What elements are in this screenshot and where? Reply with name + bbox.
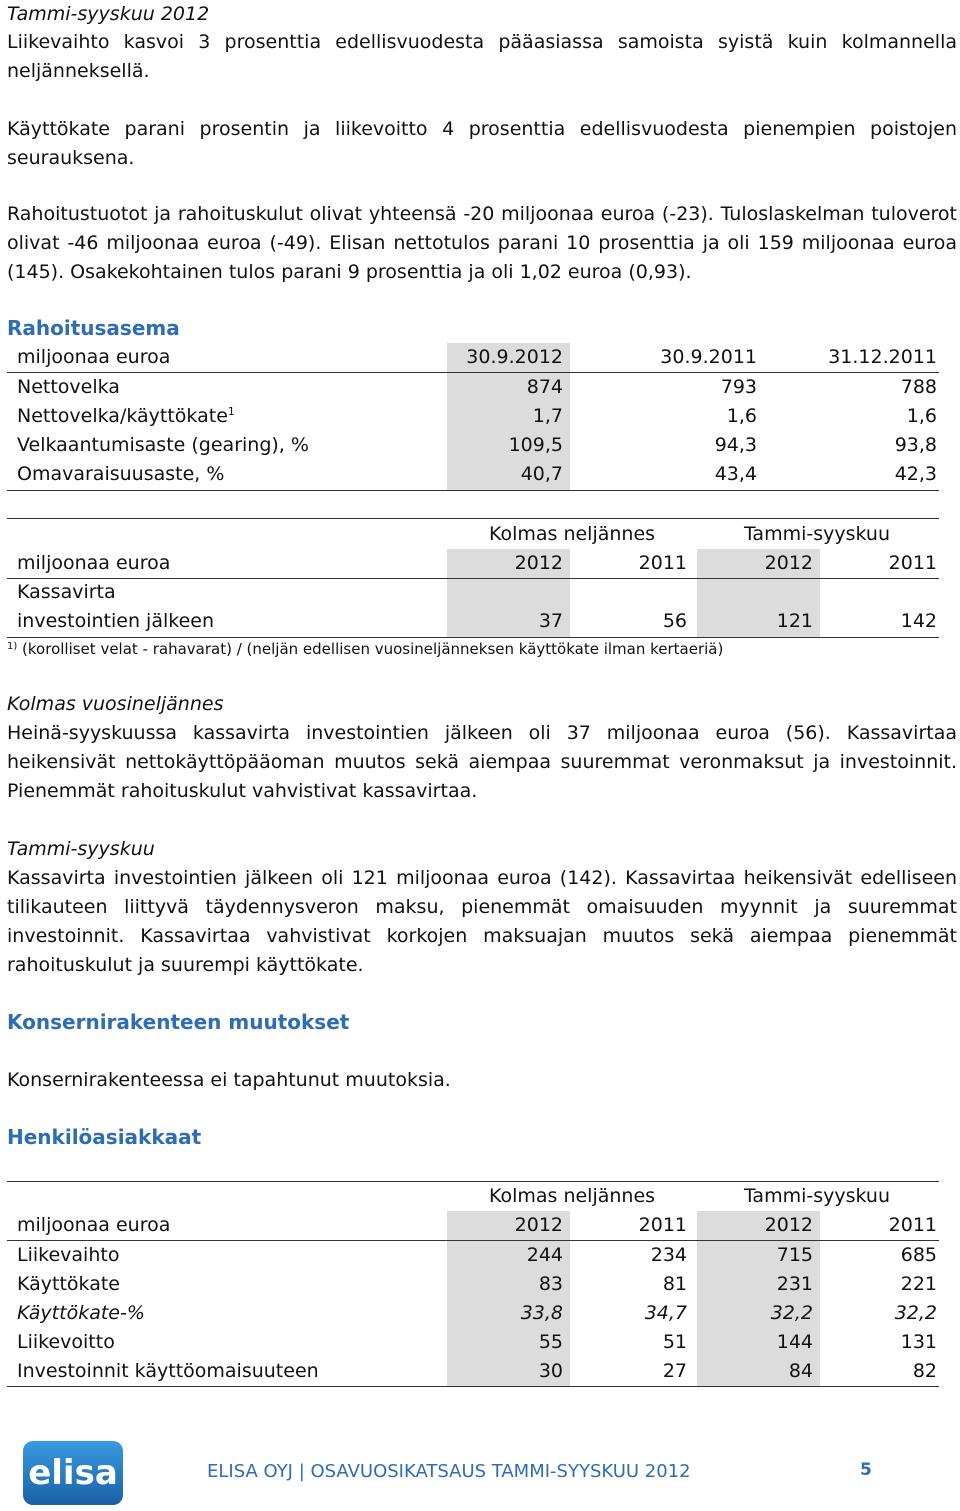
cell-value: 142 [900, 610, 937, 632]
table-header-row [7, 549, 939, 578]
group-header-row [7, 520, 939, 549]
cell-value: 144 [776, 1331, 813, 1353]
henkiloasiakkaat-table [7, 1181, 939, 1387]
row-label: Kassavirta [17, 581, 116, 603]
header-col-3: 2012 [764, 1214, 813, 1236]
cell-value: 43,4 [714, 463, 757, 485]
row-label: Käyttökate-% [17, 1302, 145, 1324]
cell-value: 33,8 [520, 1302, 563, 1324]
row-label: Liikevaihto [17, 1244, 120, 1266]
footer-title: ELISA OYJ | OSAVUOSIKATSAUS TAMMI-SYYSKUU 2012 [207, 1461, 691, 1482]
cell-value: 27 [662, 1360, 687, 1382]
footnote-mark: 1) [7, 641, 18, 652]
cell-value: 37 [538, 610, 563, 632]
divider [7, 518, 939, 519]
table-header-row [7, 343, 939, 372]
group-header-ytd: Tammi-syyskuu [743, 1185, 891, 1207]
cell-value: 83 [538, 1273, 563, 1295]
paragraph-konserni: Konsernirakenteessa ei tapahtunut muutoksia. [7, 1069, 451, 1091]
table-row [7, 1328, 939, 1357]
footnote-ref: 1 [227, 405, 235, 418]
paragraph-tammi: Kassavirta investointien jälkeen oli 121 miljoonaa euroa (142). Kassavirtaa heikensivät edelliseen tilikauteen liittyvä täydennysveron maksu, pienemmät omaisuuden myynnit ja suuremmat investoinnit. Kassavirtaa vahvistivat korkojen maksuajan muutos sekä aiempaa pienemmät rahoituskulut ja suurempi käyttökate. [7, 867, 957, 976]
cell-value: 685 [900, 1244, 937, 1266]
header-col-4: 2011 [888, 552, 937, 574]
paragraph-kayttokate: Käyttökate parani prosentin ja liikevoitto 4 prosenttia edellisvuodesta pienempien poistojen seurauksena. [7, 118, 957, 169]
table-row [7, 1241, 939, 1270]
header-col-1: 2012 [514, 552, 563, 574]
cell-value: 51 [662, 1331, 687, 1353]
cell-value: 32,2 [770, 1302, 813, 1324]
table-row [7, 373, 939, 402]
table-row [7, 578, 939, 607]
header-unit: miljoonaa euroa [17, 1214, 171, 1236]
paragraph-kolmas: Heinä-syyskuussa kassavirta investointien jälkeen oli 37 miljoonaa euroa (56). Kassavirtaa heikensivät nettokäyttöpääoman muutos sekä aiempaa suuremmat veronmaksut ja investoinnit. Pienemmät rahoituskulut vahvistivat kassavirtaa. [7, 722, 957, 802]
divider [7, 637, 939, 638]
rahoitusasema-table [7, 343, 939, 493]
cell-value: 81 [662, 1273, 687, 1295]
table-row [7, 1270, 939, 1299]
header-col-2: 2011 [638, 552, 687, 574]
cell-value: 874 [526, 376, 563, 398]
cell-value: 1,7 [532, 405, 563, 427]
table-row [7, 402, 939, 431]
cell-value: 131 [900, 1331, 937, 1353]
row-label: Omavaraisuusaste, % [17, 463, 225, 485]
group-header-row [7, 1182, 939, 1211]
header-col-1: 2012 [514, 1214, 563, 1236]
header-col-1: 30.9.2012 [466, 346, 563, 368]
paragraph-rahoitus: Rahoitustuotot ja rahoituskulut olivat yhteensä -20 miljoonaa euroa (-23). Tuloslaskelman tuloverot olivat -46 miljoonaa euroa (-49). Elisan nettotulos parani 10 prosenttia ja oli 159 miljoonaa euroa (145). Osakekohtainen tulos parani 9 prosenttia ja oli 1,02 euroa (0,93). [7, 203, 957, 283]
cell-value: 93,8 [894, 434, 937, 456]
table-row [7, 607, 939, 636]
cell-value: 793 [720, 376, 757, 398]
heading-tammi-syyskuu: Tammi-syyskuu [7, 838, 155, 860]
paragraph-liikevaihto: Liikevaihto kasvoi 3 prosenttia edellisvuodesta pääasiassa samoista syistä kuin kolmannella neljänneksellä. [7, 31, 957, 82]
cell-value: 221 [900, 1273, 937, 1295]
kassavirta-table [7, 518, 939, 638]
heading-konsernirakenne: Konsernirakenteen muutokset [7, 1010, 350, 1034]
cell-value: 788 [900, 376, 937, 398]
table-row [7, 1357, 939, 1386]
header-col-4: 2011 [888, 1214, 937, 1236]
cell-value: 84 [788, 1360, 813, 1382]
logo-wordmark: elisa [28, 1453, 118, 1493]
cell-value: 121 [776, 610, 813, 632]
divider [7, 1386, 939, 1387]
row-label: investointien jälkeen [17, 610, 214, 632]
heading-kolmas-vuosineljannes: Kolmas vuosineljännes [7, 693, 224, 715]
elisa-logo [23, 1441, 123, 1505]
cell-value: 94,3 [714, 434, 757, 456]
header-unit: miljoonaa euroa [17, 346, 171, 368]
cell-value: 30 [538, 1360, 563, 1382]
cell-value: 42,3 [894, 463, 937, 485]
row-label-text: Nettovelka/käyttökate [17, 405, 228, 427]
row-label: Investoinnit käyttöomaisuuteen [17, 1360, 319, 1382]
row-label: Käyttökate [17, 1273, 120, 1295]
cell-value: 1,6 [906, 405, 937, 427]
header-col-2: 2011 [638, 1214, 687, 1236]
row-label [17, 402, 235, 431]
cell-value: 40,7 [520, 463, 563, 485]
table-row [7, 1299, 939, 1328]
cell-value: 1,6 [726, 405, 757, 427]
page-number: 5 [860, 1460, 872, 1480]
group-header-ytd: Tammi-syyskuu [743, 523, 891, 545]
footnote [7, 639, 723, 659]
table-header-row [7, 1211, 939, 1240]
cell-value: 56 [662, 610, 687, 632]
cell-value: 55 [538, 1331, 563, 1353]
section-heading-tammi-syyskuu-2012: Tammi-syyskuu 2012 [7, 3, 210, 25]
group-header-q3: Kolmas neljännes [488, 1185, 656, 1207]
header-unit: miljoonaa euroa [17, 552, 171, 574]
footnote-text: (korolliset velat - rahavarat) / (neljän edellisen vuosineljänneksen käyttökate ilman kertaeriä) [22, 640, 724, 658]
cell-value: 231 [776, 1273, 813, 1295]
cell-value: 244 [526, 1244, 563, 1266]
table-row [7, 460, 939, 489]
header-col-3: 31.12.2011 [828, 346, 937, 368]
group-header-q3: Kolmas neljännes [488, 523, 656, 545]
divider [7, 490, 939, 491]
cell-value: 32,2 [894, 1302, 937, 1324]
row-label: Liikevoitto [17, 1331, 115, 1353]
cell-value: 82 [912, 1360, 937, 1382]
header-col-3: 2012 [764, 552, 813, 574]
heading-rahoitusasema: Rahoitusasema [7, 316, 180, 340]
row-label: Velkaantumisaste (gearing), % [17, 434, 309, 456]
cell-value: 234 [650, 1244, 687, 1266]
cell-value: 715 [776, 1244, 813, 1266]
cell-value: 109,5 [508, 434, 563, 456]
cell-value: 34,7 [644, 1302, 687, 1324]
header-col-2: 30.9.2011 [660, 346, 757, 368]
heading-henkiloasiakkaat: Henkilöasiakkaat [7, 1125, 202, 1149]
row-label: Nettovelka [17, 376, 120, 398]
table-row [7, 431, 939, 460]
